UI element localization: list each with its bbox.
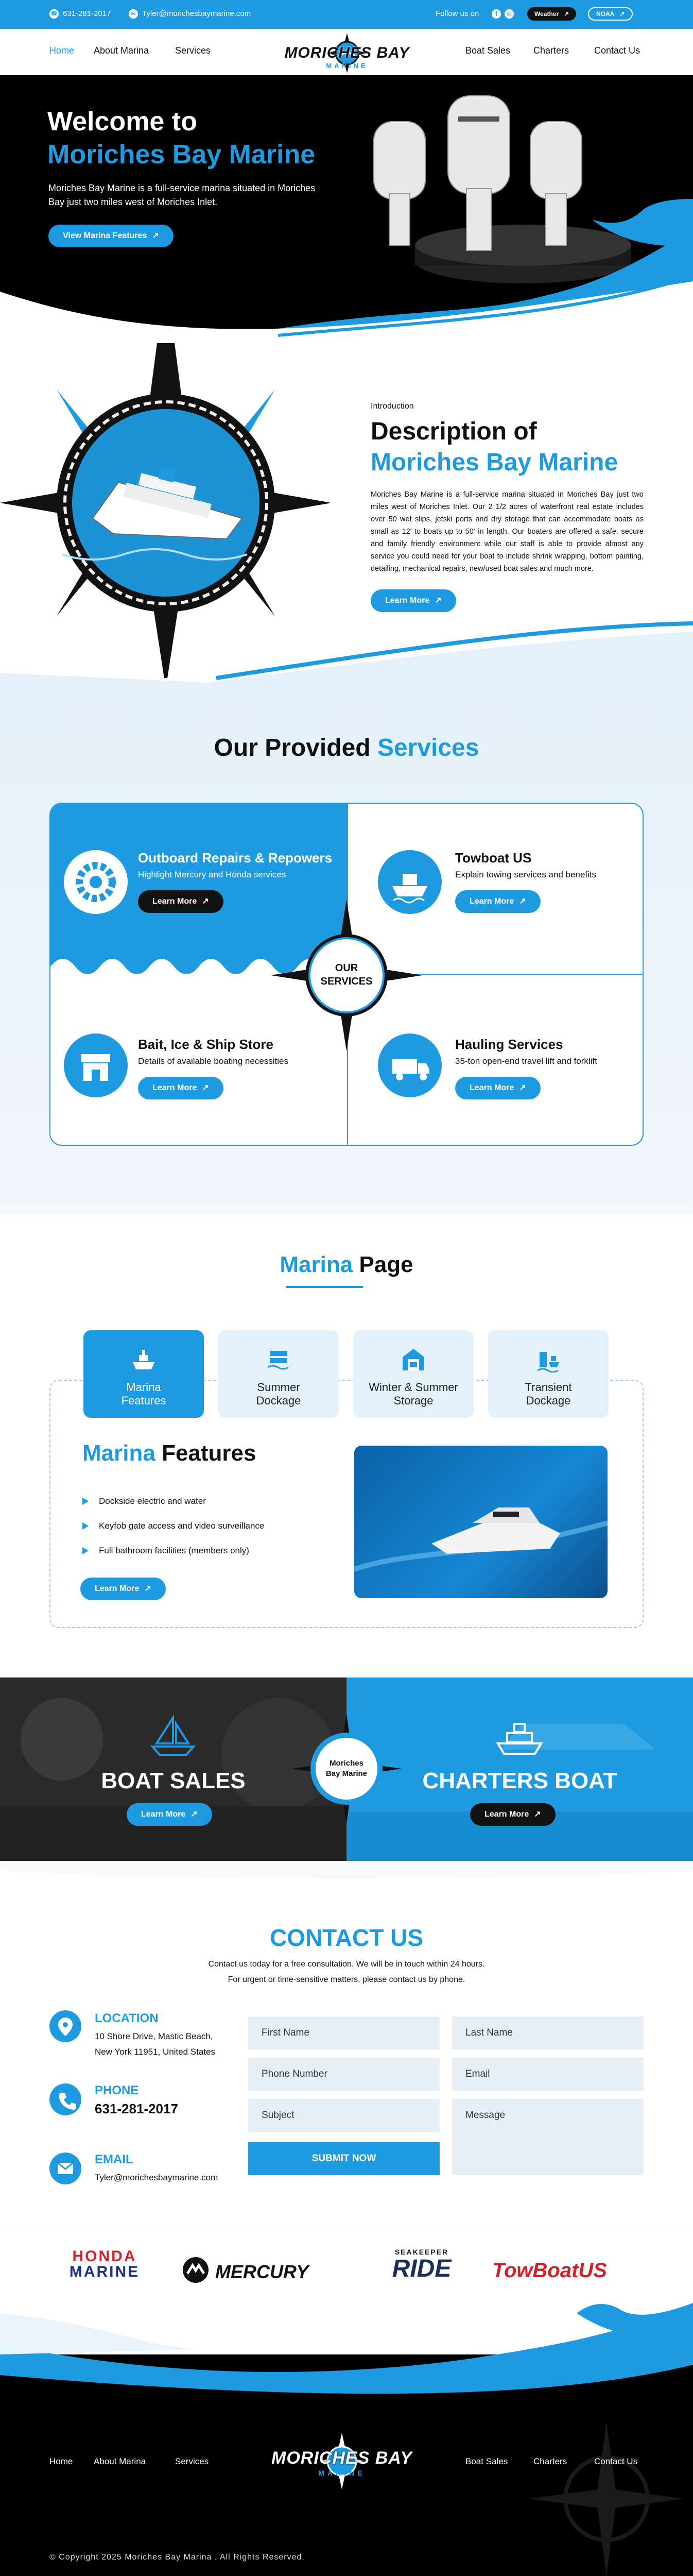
nav-charters[interactable]: Charters bbox=[533, 45, 569, 56]
badge-line1: Moriches bbox=[330, 1759, 363, 1768]
location-label: LOCATION bbox=[95, 2011, 159, 2025]
marina-heading: Marina Page bbox=[280, 1252, 413, 1277]
features-list bbox=[82, 1496, 340, 1570]
subject-field[interactable]: Subject bbox=[248, 2099, 440, 2132]
footer-nav-contact[interactable]: Contact Us bbox=[594, 2456, 638, 2466]
gear-wrench-icon bbox=[64, 850, 128, 914]
service-learn-more-button[interactable]: Learn More ↗ bbox=[138, 1077, 223, 1099]
footer-nav-charters[interactable]: Charters bbox=[533, 2456, 567, 2466]
tab-transient-dockage[interactable] bbox=[488, 1330, 609, 1418]
tab-label-line2: Dockage bbox=[256, 1394, 301, 1407]
arrow-icon: ↗ bbox=[519, 897, 526, 906]
message-field[interactable]: Message bbox=[452, 2099, 644, 2175]
warehouse-icon bbox=[401, 1347, 426, 1372]
tab-label-line2: Features bbox=[121, 1394, 166, 1407]
service-title: Outboard Repairs & Repowers bbox=[138, 850, 333, 866]
nav-about[interactable]: About Marina bbox=[94, 45, 149, 56]
main-nav bbox=[0, 29, 693, 75]
mercury-icon bbox=[181, 2256, 212, 2284]
tab-storage[interactable] bbox=[353, 1330, 474, 1418]
first-name-field[interactable]: First Name bbox=[248, 2016, 440, 2049]
logo-text: MORICHES BAY bbox=[284, 44, 410, 61]
badge-line1: OUR bbox=[335, 962, 358, 974]
service-desc: Highlight Mercury and Honda services bbox=[138, 870, 286, 879]
logo-subtext: MARINE bbox=[326, 62, 368, 70]
compass-icon bbox=[291, 1714, 402, 1824]
badge-line2: SERVICES bbox=[320, 976, 373, 987]
mail-icon: ✉ bbox=[129, 9, 138, 19]
services-heading: Our Provided Services bbox=[214, 734, 479, 761]
arrow-icon: ↗ bbox=[202, 897, 209, 906]
intro-kicker: Introduction bbox=[371, 402, 414, 411]
facebook-icon[interactable]: f bbox=[492, 9, 501, 19]
intro-body: Moriches Bay Marine is a full-service marina situated in Moriches Bay just two miles west of Moriches Inlet. Our 2 1/2 acres of waterfront real estate includes over 50 wet slips, jetski ports and dry storage that can accommodate boats as small as 12' to boats up to 50' in length. Our boaters are offered a safe, secure and family friendly environment while our staff is able to provide almost any service you could need for your boat to include shrink wrapping, bottom painting, detailing, mechanical repairs, new/used boat sales and much more. bbox=[371, 490, 644, 573]
footer bbox=[0, 2293, 693, 2576]
intro-section bbox=[0, 343, 693, 683]
email-field[interactable]: Email bbox=[452, 2058, 644, 2091]
service-learn-more-button[interactable]: Learn More ↗ bbox=[138, 890, 223, 913]
heading-underline bbox=[286, 1286, 363, 1288]
contact-intro-line2: For urgent or time-sensitive matters, please contact us by phone. bbox=[228, 1975, 465, 1984]
service-learn-more-button[interactable]: Learn More ↗ bbox=[455, 1077, 541, 1099]
footer-nav-home[interactable]: Home bbox=[49, 2456, 73, 2466]
mercury-logo: MERCURY bbox=[181, 2256, 212, 2286]
service-desc: 35-ton open-end travel lift and forklift bbox=[455, 1056, 597, 1066]
tab-label-line2: Dockage bbox=[526, 1394, 571, 1407]
cruise-ship-icon bbox=[494, 1714, 545, 1760]
hero-title-line2: Moriches Bay Marine bbox=[47, 140, 316, 170]
footer-nav-services[interactable]: Services bbox=[175, 2456, 209, 2466]
towboatus-logo: TowBoatUS bbox=[492, 2259, 607, 2282]
intro-title-line2: Moriches Bay Marine bbox=[371, 449, 618, 476]
seakeeper-ride-logo: SEAKEEPER RIDE bbox=[392, 2248, 452, 2282]
copyright: © Copyright 2025 Moriches Bay Marina . All Rights Reserved. bbox=[49, 2553, 305, 2562]
charters-button[interactable]: Learn More ↗ bbox=[470, 1803, 556, 1826]
boat-sales-button[interactable]: Learn More ↗ bbox=[127, 1803, 212, 1826]
location-line1: 10 Shore Drive, Mastic Beach, bbox=[95, 2031, 213, 2041]
charters-title: CHARTERS BOAT bbox=[422, 1768, 617, 1793]
follow-label: Follow us on bbox=[436, 9, 479, 18]
feature-item: Full bathroom facilities (members only) bbox=[82, 1546, 340, 1556]
footer-logo-subtext: MARINE bbox=[318, 2469, 366, 2477]
partners-strip bbox=[0, 2226, 693, 2293]
phone-label: PHONE bbox=[95, 2083, 139, 2097]
site-logo[interactable] bbox=[256, 33, 438, 73]
boat-sales-title: BOAT SALES bbox=[101, 1768, 246, 1793]
badge-line2: Bay Marine bbox=[325, 1769, 368, 1778]
arrow-icon: ↗ bbox=[435, 596, 442, 605]
service-desc: Details of available boating necessities bbox=[138, 1056, 289, 1066]
our-services-badge bbox=[271, 900, 422, 1051]
tab-marina-features[interactable] bbox=[83, 1330, 204, 1418]
phone-value[interactable]: 631-281-2017 bbox=[95, 2101, 178, 2116]
last-name-field[interactable]: Last Name bbox=[452, 2016, 644, 2049]
nav-home[interactable]: Home bbox=[49, 45, 75, 56]
service-title: Towboat US bbox=[455, 850, 532, 866]
service-title: Bait, Ice & Ship Store bbox=[138, 1037, 273, 1052]
store-icon bbox=[64, 1033, 128, 1097]
arrow-icon: ↗ bbox=[564, 10, 569, 18]
honda-marine-logo: HONDA MARINE bbox=[69, 2248, 140, 2280]
arrow-icon: ↗ bbox=[144, 1584, 151, 1593]
compass-icon bbox=[271, 900, 422, 1051]
footer-compass-watermark bbox=[520, 2421, 693, 2576]
arrow-icon: ↗ bbox=[519, 1083, 526, 1092]
email-label: EMAIL bbox=[95, 2153, 133, 2166]
footer-nav-about[interactable]: About Marina bbox=[94, 2456, 146, 2466]
feature-item: Dockside electric and water bbox=[82, 1496, 340, 1506]
nav-services[interactable]: Services bbox=[175, 45, 211, 56]
nav-contact[interactable]: Contact Us bbox=[594, 45, 640, 56]
arrow-icon: ↗ bbox=[619, 10, 625, 18]
email-value[interactable]: Tyler@morichesbaymarine.com bbox=[95, 2173, 218, 2182]
mail-icon bbox=[49, 2153, 81, 2184]
location-line2: New York 11951, United States bbox=[95, 2047, 216, 2057]
arrow-icon: ↗ bbox=[534, 1810, 541, 1819]
dock-icon bbox=[266, 1347, 291, 1372]
footer-logo[interactable] bbox=[242, 2433, 442, 2489]
hero-title-line1: Welcome to bbox=[47, 107, 197, 137]
sailboat-icon bbox=[147, 1714, 199, 1760]
weather-button[interactable]: Weather ↗ bbox=[527, 7, 576, 21]
phone-icon: ☎ bbox=[49, 9, 59, 19]
location-icon bbox=[49, 2010, 81, 2042]
submit-button[interactable]: SUBMIT NOW bbox=[248, 2142, 440, 2175]
contact-heading: CONTACT US bbox=[269, 1924, 424, 1951]
footer-logo-text: MORICHES BAY bbox=[271, 2448, 412, 2468]
feature-item: Keyfob gate access and video surveillance bbox=[82, 1521, 340, 1531]
arrow-icon: ↗ bbox=[152, 231, 159, 240]
topbar-email[interactable]: ✉ Tyler@morichesbaymarine.com bbox=[129, 9, 251, 19]
noaa-button[interactable]: NOAA ↗ bbox=[588, 7, 633, 21]
tab-label-line1: Summer bbox=[257, 1381, 300, 1394]
intro-learn-more-button[interactable]: Learn More ↗ bbox=[371, 589, 456, 612]
nav-boat-sales[interactable]: Boat Sales bbox=[465, 45, 511, 56]
center-badge bbox=[291, 1714, 402, 1824]
harbor-icon bbox=[535, 1347, 561, 1372]
phone-icon bbox=[49, 2083, 81, 2115]
features-title: Marina Features bbox=[82, 1440, 256, 1466]
tab-summer-dockage[interactable] bbox=[218, 1330, 339, 1418]
tab-label-line2: Storage bbox=[393, 1394, 434, 1407]
phone-number-field[interactable]: Phone Number bbox=[248, 2058, 440, 2091]
ship-icon bbox=[131, 1347, 157, 1372]
hero-section bbox=[0, 75, 693, 343]
intro-title-line1: Description of bbox=[371, 418, 537, 445]
services-section bbox=[0, 683, 693, 1214]
top-bar bbox=[0, 0, 693, 29]
footer-wave bbox=[0, 2293, 693, 2421]
contact-section bbox=[0, 1861, 693, 2226]
instagram-icon[interactable]: ◎ bbox=[505, 9, 514, 19]
hero-button[interactable]: View Marina Features ↗ bbox=[48, 225, 174, 247]
topbar-phone[interactable]: ☎ 631-281-2017 bbox=[49, 9, 111, 19]
hero-text: Moriches Bay Marine is a full-service marina situated in Moriches Bay just two miles west of Moriches Inlet. bbox=[48, 183, 316, 207]
yacht-photo bbox=[354, 1446, 608, 1598]
service-desc: Explain towing services and benefits bbox=[455, 870, 597, 879]
footer-nav-boat-sales[interactable]: Boat Sales bbox=[465, 2456, 508, 2466]
arrow-icon: ↗ bbox=[202, 1083, 209, 1092]
service-title: Hauling Services bbox=[455, 1037, 563, 1052]
wave-divider bbox=[0, 621, 693, 683]
tab-label-line1: Transient bbox=[525, 1381, 572, 1394]
arrow-icon: ↗ bbox=[190, 1810, 198, 1819]
tab-label-line1: Winter & Summer bbox=[369, 1381, 458, 1394]
contact-intro-line1: Contact us today for a free consultation. We will be in touch within 24 hours. bbox=[208, 1960, 485, 1969]
tab-label-line1: Marina bbox=[126, 1381, 161, 1394]
service-learn-more-button[interactable]: Learn More ↗ bbox=[455, 890, 541, 913]
features-learn-more-button[interactable]: Learn More ↗ bbox=[80, 1578, 166, 1600]
